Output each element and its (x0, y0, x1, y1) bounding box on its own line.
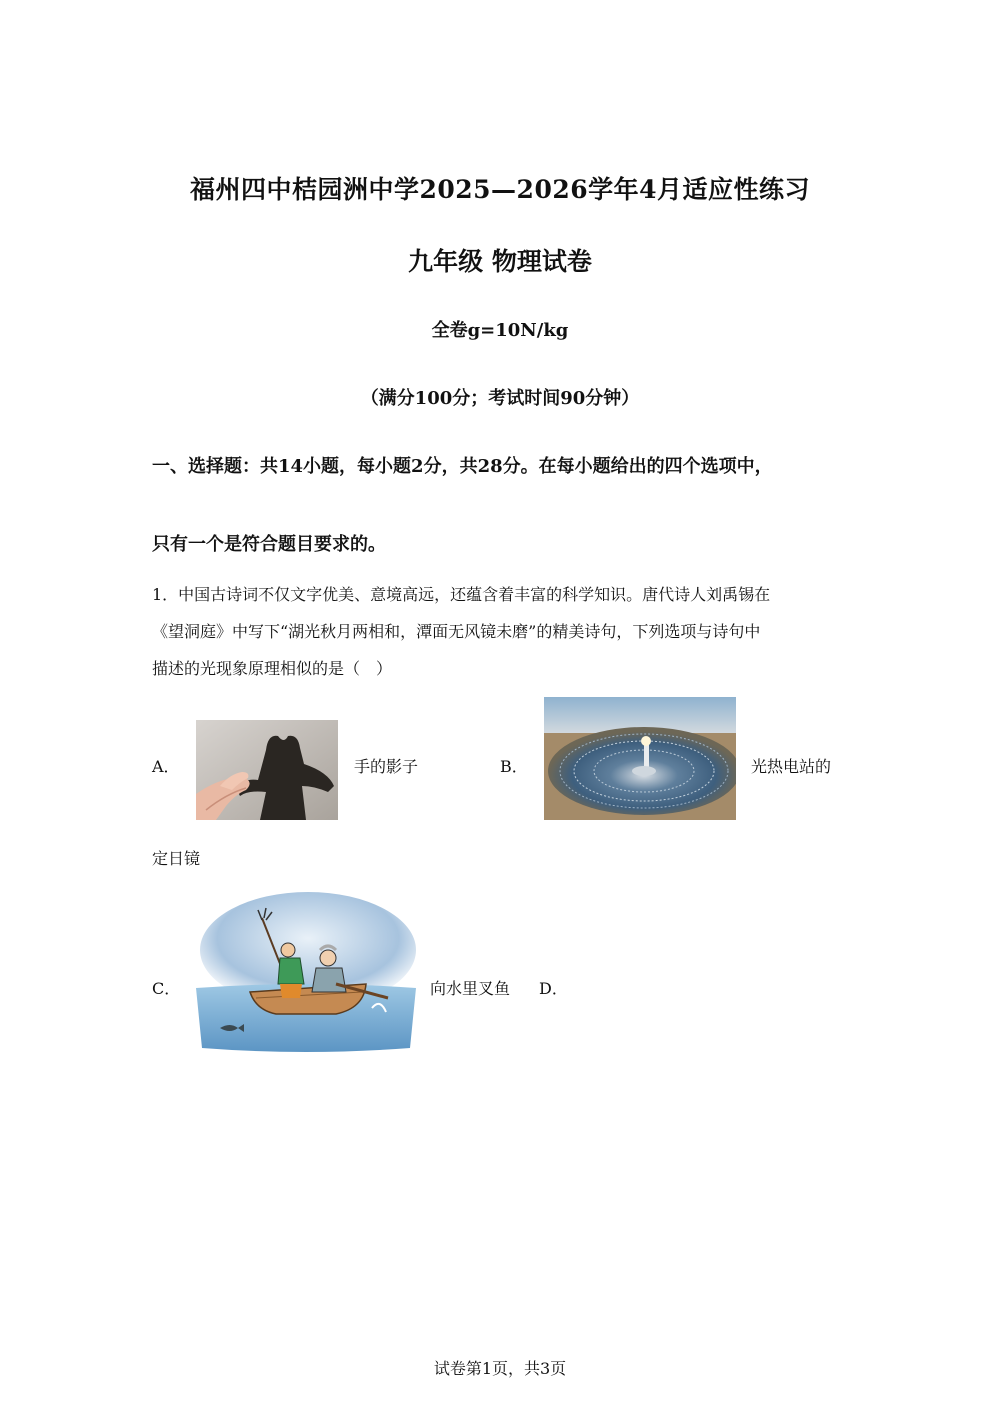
option-b-text-continued: 定日镜 (152, 849, 201, 868)
exam-title: 福州四中桔园洲中学2025—2026学年4月适应性练习 (189, 175, 811, 204)
spear-fishing-image (196, 888, 416, 1053)
section-heading-line1: 一、选择题：共14小题，每小题2分，共28分。在每小题给出的四个选项中， (152, 456, 773, 477)
option-b-letter: B． (500, 757, 528, 776)
section-heading-line2: 只有一个是符合题目要求的。 (152, 534, 386, 555)
score-time-note: （满分100分；考试时间90分钟） (360, 388, 640, 409)
option-a-letter: A． (152, 757, 180, 776)
hand-shadow-image (196, 720, 338, 820)
page-footer: 试卷第1页，共3页 (433, 1359, 567, 1378)
option-c-letter: C． (152, 979, 181, 998)
solar-power-station-image (544, 697, 736, 820)
option-c-text: 向水里叉鱼 (430, 979, 511, 998)
option-b-text: 光热电站的 (751, 757, 832, 776)
question-1-line3: 描述的光现象原理相似的是（ ） (152, 659, 393, 678)
gravity-note: 全卷g=10N/kg (431, 320, 569, 341)
question-1-line1: 1．中国古诗词不仅文字优美、意境高远，还蕴含着丰富的科学知识。唐代诗人刘禹锡在 (152, 585, 771, 604)
option-d-letter: D． (539, 979, 568, 998)
exam-subtitle: 九年级 物理试卷 (408, 247, 592, 276)
option-a-text: 手的影子 (354, 757, 419, 776)
question-1-line2: 《望洞庭》中写下“湖光秋月两相和，潭面无风镜未磨”的精美诗句，下列选项与诗句中 (152, 622, 761, 641)
